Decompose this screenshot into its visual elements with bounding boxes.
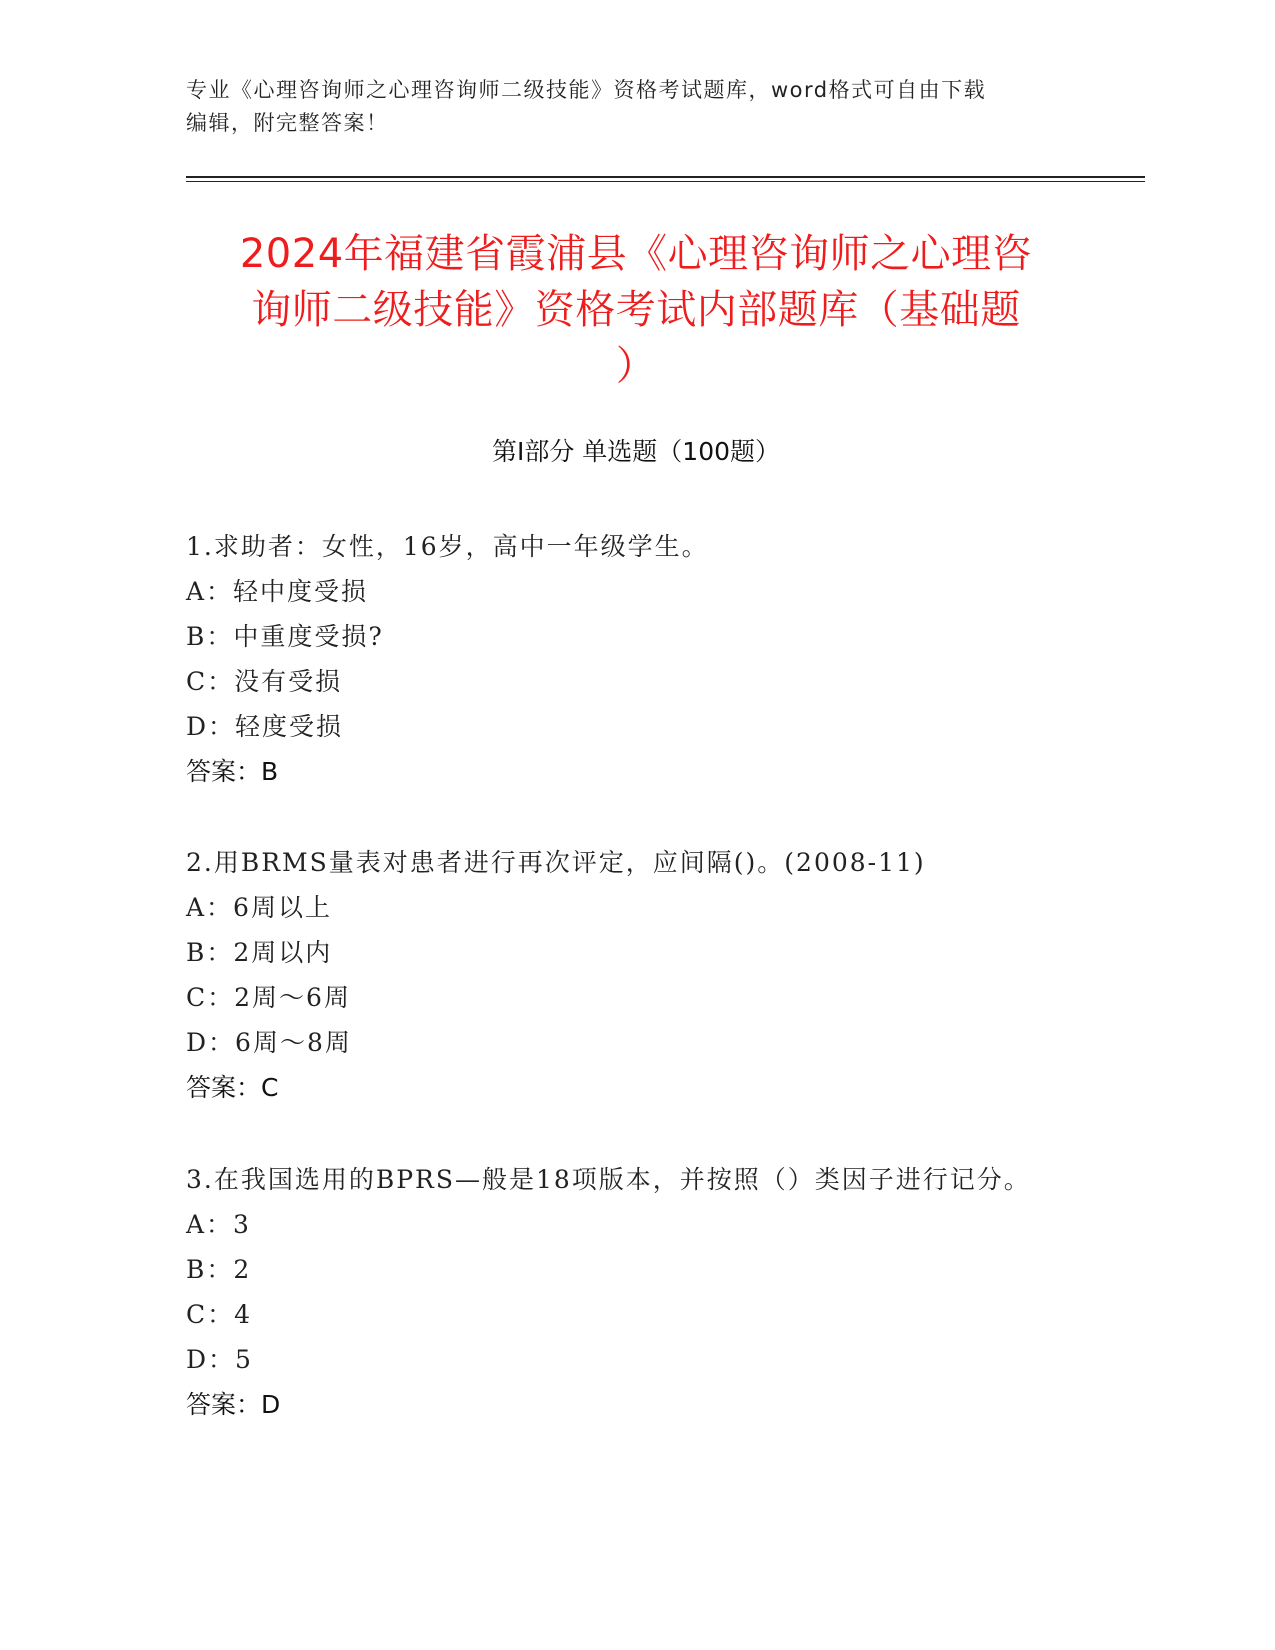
option-c: C：没有受损 [186,667,343,696]
header-note-line-2: 编辑，附完整答案！ [186,111,389,135]
question-block [186,524,1146,794]
answer-label: 答案：D [186,1390,281,1419]
answer-label: 答案：C [186,1073,279,1102]
section-title: 第Ⅰ部分 单选题（100题） [491,437,781,466]
option-a: A：3 [186,1210,251,1239]
option-b: B：中重度受损? [186,622,384,651]
document-title-line-2: 询师二级技能》资格考试内部题库（基础题 [251,287,1021,333]
header-divider-thin [186,181,1145,182]
option-d: D：轻度受损 [186,712,344,741]
header-note-line-1: 专业《心理咨询师之心理咨询师二级技能》资格考试题库，word格式可自由下载 [186,78,987,102]
document-title [186,226,1086,394]
question-block [186,1157,1146,1427]
option-d: D：6周～8周 [186,1028,352,1057]
document-title-line-1: 2024年福建省霞浦县《心理咨询师之心理咨 [239,231,1033,277]
question-stem: 3.在我国选用的BPRS—般是18项版本，并按照（）类因子进行记分。 [186,1165,1031,1194]
question-stem: 1.求助者：女性，16岁，高中一年级学生。 [186,532,709,561]
option-c: C：2周～6周 [186,983,351,1012]
question-stem: 2.用BRMS量表对患者进行再次评定，应间隔()。(2008-11) [186,848,926,877]
answer-label: 答案：B [186,757,279,786]
header-note [186,74,1086,140]
question-block [186,840,1146,1110]
option-c: C：4 [186,1300,253,1329]
option-b: B：2周以内 [186,938,333,967]
document-title-line-3: ） [615,343,657,389]
header-divider-thick [186,176,1145,178]
option-b: B：2 [186,1255,252,1284]
option-a: A：6周以上 [186,893,332,922]
option-d: D：5 [186,1345,253,1374]
option-a: A：轻中度受损 [186,577,369,606]
